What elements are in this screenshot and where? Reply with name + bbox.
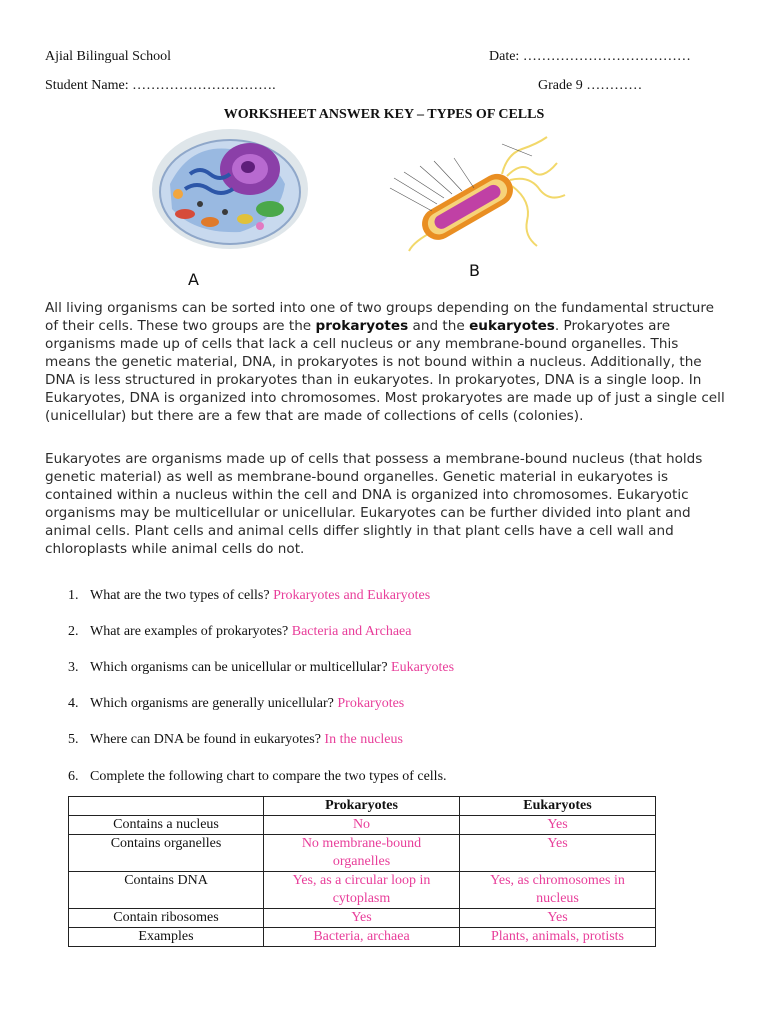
eukaryote-cell: Yes: [460, 835, 656, 872]
page-title: WORKSHEET ANSWER KEY – TYPES OF CELLS: [223, 107, 545, 122]
paragraph-prokaryotes: [45, 299, 725, 425]
question-text: What are examples of prokaryotes?: [90, 624, 289, 639]
row-label: Contains a nucleus: [69, 816, 264, 835]
figure-b-label: B: [469, 261, 480, 280]
table-row: [69, 928, 656, 947]
table-header-eukaryotes: Eukaryotes: [460, 797, 656, 816]
row-label: Examples: [69, 928, 264, 947]
eukaryote-cell: Yes: [460, 909, 656, 928]
answer-text: Prokaryotes and Eukaryotes: [273, 588, 431, 603]
para1-bold-prokaryotes: prokaryotes: [315, 318, 409, 334]
row-label: Contain ribosomes: [69, 909, 264, 928]
question-number: 4.: [68, 696, 79, 711]
question-4: [68, 696, 404, 712]
question-5: [68, 732, 403, 748]
table-header-cell: [69, 797, 264, 816]
question-text: Complete the following chart to compare the two types of cells.: [90, 769, 447, 784]
answer-text: Prokaryotes: [337, 696, 405, 711]
question-number: 1.: [68, 588, 79, 603]
question-number: 5.: [68, 732, 79, 747]
question-text: Which organisms are generally unicellular?: [90, 696, 334, 711]
answer-text: In the nucleus: [324, 732, 403, 747]
eukaryote-cell: Yes: [460, 816, 656, 835]
date-field: Date: ………………………………: [489, 49, 691, 64]
table-header-row: [69, 797, 656, 816]
paragraph-eukaryotes: Eukaryotes are organisms made up of cells that possess a membrane-bound nucleus (that holds genetic material) as well as membrane-bound organelles. Genetic material in eukaryotes is contained within a nucleus within the cell and DNA is organized into chromosomes. Eukaryotic organisms may be multicellular or unicellular. Eukaryotes can be further divided into plant and animal cells. Plant cells and animal cells differ slightly in that plant cells have a cell wall and chloroplasts while animal cells do not.: [45, 451, 703, 557]
table-header-prokaryotes: Prokaryotes: [264, 797, 460, 816]
question-2: [68, 624, 411, 640]
student-name-field: Student Name: ………………………….: [45, 78, 276, 93]
grade-field: Grade 9 …………: [538, 78, 643, 93]
question-1: [68, 588, 430, 604]
eukaryote-cell: Plants, animals, protists: [460, 928, 656, 947]
row-label: Contains DNA: [69, 872, 264, 909]
prokaryote-cell: Yes, as a circular loop in cytoplasm: [264, 872, 460, 909]
question-number: 6.: [68, 769, 79, 784]
para1-text-1: All living organisms can be sorted into one of two groups depending on the fundamental structure of their cells. These two groups are the: [45, 300, 715, 334]
prokaryote-cell: Bacteria, archaea: [264, 928, 460, 947]
prokaryote-cell: No membrane-bound organelles: [264, 835, 460, 872]
answer-text: Eukaryotes: [391, 660, 455, 675]
para1-text-2: and the: [408, 318, 470, 334]
table-row: [69, 872, 656, 909]
table-row: [69, 816, 656, 835]
answer-text: Bacteria and Archaea: [291, 624, 412, 639]
question-text: What are the two types of cells?: [90, 588, 270, 603]
question-6: [68, 769, 447, 785]
para1-bold-eukaryotes: eukaryotes: [469, 318, 555, 334]
question-text: Which organisms can be unicellular or multicellular?: [90, 660, 388, 675]
question-number: 2.: [68, 624, 79, 639]
table-row: [69, 835, 656, 872]
prokaryote-cell: Yes: [264, 909, 460, 928]
prokaryote-cell: No: [264, 816, 460, 835]
eukaryote-cell: Yes, as chromosomes in nucleus: [460, 872, 656, 909]
question-3: [68, 660, 454, 676]
table-row: [69, 909, 656, 928]
row-label: Contains organelles: [69, 835, 264, 872]
animal-cell-figure: [150, 124, 310, 259]
bacterium-figure: [382, 136, 572, 261]
school-name: Ajial Bilingual School: [45, 49, 171, 64]
figure-a-label: A: [188, 270, 199, 289]
para1-text-3: . Prokaryotes are organisms made up of cells that lack a cell nucleus or any membrane-bound organelles. This means the genetic material, DNA, in prokaryotes is not bound within a nucleus. Additionally, the DNA is less structured in prokaryotes than in eukaryotes. In prokaryotes, DNA is a single loop. In Eukaryotes, DNA is organized into chromosomes. Most prokaryotes are made up of just a single cell (unicellular) but there are a few that are made of collections of cells (colonies).: [45, 318, 725, 424]
question-number: 3.: [68, 660, 79, 675]
question-text: Where can DNA be found in eukaryotes?: [90, 732, 321, 747]
comparison-table: [68, 796, 656, 947]
